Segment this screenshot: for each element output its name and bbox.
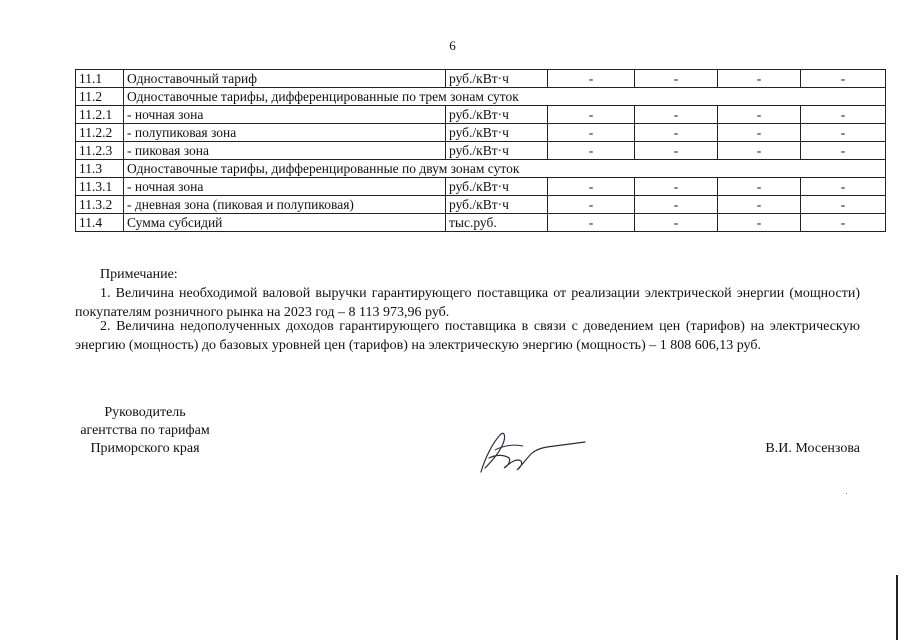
note-item-1: 1. Величина необходимой валовой выручки гарантирующего поставщика от реализации электрической энергии (мощности) покупателям розничного рынка на 2023 год – 8 113 973,96 руб. [75,286,860,320]
row-name: - ночная зона [124,178,446,196]
handwritten-signature [475,428,590,478]
table-row [76,214,886,232]
row-value: - [801,178,886,196]
row-value: - [718,142,801,160]
row-unit: руб./кВт·ч [446,106,548,124]
row-value: - [718,178,801,196]
row-name: - дневная зона (пиковая и полупиковая) [124,196,446,214]
row-number: 11.3.1 [76,178,124,196]
row-number: 11.1 [76,70,124,88]
table-row [76,106,886,124]
row-value: - [635,196,718,214]
row-number: 11.3 [76,160,124,178]
row-value: - [548,196,635,214]
signatory-name: В.И. Мосензова [765,441,860,456]
row-value: - [801,124,886,142]
signatory-title-line: Приморского края [90,441,200,456]
page-number: 6 [449,38,456,53]
row-number: 11.2.3 [76,142,124,160]
row-number: 11.4 [76,214,124,232]
row-value: - [718,124,801,142]
row-number: 11.2.2 [76,124,124,142]
scan-mark [846,493,847,494]
row-value: - [548,124,635,142]
row-number: 11.2 [76,88,124,106]
row-value: - [801,106,886,124]
row-unit: руб./кВт·ч [446,124,548,142]
row-unit: тыс.руб. [446,214,548,232]
row-name: Одноставочный тариф [124,70,446,88]
row-section-title: Одноставочные тарифы, дифференцированные по трем зонам суток [124,88,886,106]
note-title: Примечание: [100,267,178,282]
row-unit: руб./кВт·ч [446,142,548,160]
note-item-2: 2. Величина недополученных доходов гарантирующего поставщика в связи с доведением цен (тарифов) на электрическую энергию (мощность) до базовых уровней цен (тарифов) на электрическую энергию (мощность) – 1 808 606,13 руб. [75,319,860,353]
row-value: - [635,70,718,88]
row-name: - ночная зона [124,106,446,124]
table-row [76,196,886,214]
row-number: 11.3.2 [76,196,124,214]
row-name: - полупиковая зона [124,124,446,142]
row-value: - [548,214,635,232]
row-value: - [718,70,801,88]
tariff-table [75,69,886,232]
row-unit: руб./кВт·ч [446,196,548,214]
row-value: - [718,214,801,232]
table-row [76,88,886,106]
signatory-title-line: агентства по тарифам [80,423,210,438]
table-row [76,70,886,88]
scan-edge-line [896,575,898,640]
row-value: - [801,142,886,160]
row-value: - [635,214,718,232]
signatory-title-line: Руководитель [104,405,186,420]
row-unit: руб./кВт·ч [446,178,548,196]
row-name: Сумма субсидий [124,214,446,232]
row-value: - [718,106,801,124]
row-value: - [718,196,801,214]
signatory-title [50,404,240,458]
row-value: - [548,178,635,196]
table-row [76,142,886,160]
row-value: - [635,142,718,160]
row-unit: руб./кВт·ч [446,70,548,88]
table-row [76,178,886,196]
row-name: - пиковая зона [124,142,446,160]
row-value: - [801,214,886,232]
row-value: - [548,70,635,88]
table-row [76,160,886,178]
row-number: 11.2.1 [76,106,124,124]
row-value: - [548,106,635,124]
row-value: - [635,124,718,142]
row-value: - [635,178,718,196]
row-section-title: Одноставочные тарифы, дифференцированные по двум зонам суток [124,160,886,178]
row-value: - [801,70,886,88]
row-value: - [635,106,718,124]
row-value: - [801,196,886,214]
table-row [76,124,886,142]
row-value: - [548,142,635,160]
